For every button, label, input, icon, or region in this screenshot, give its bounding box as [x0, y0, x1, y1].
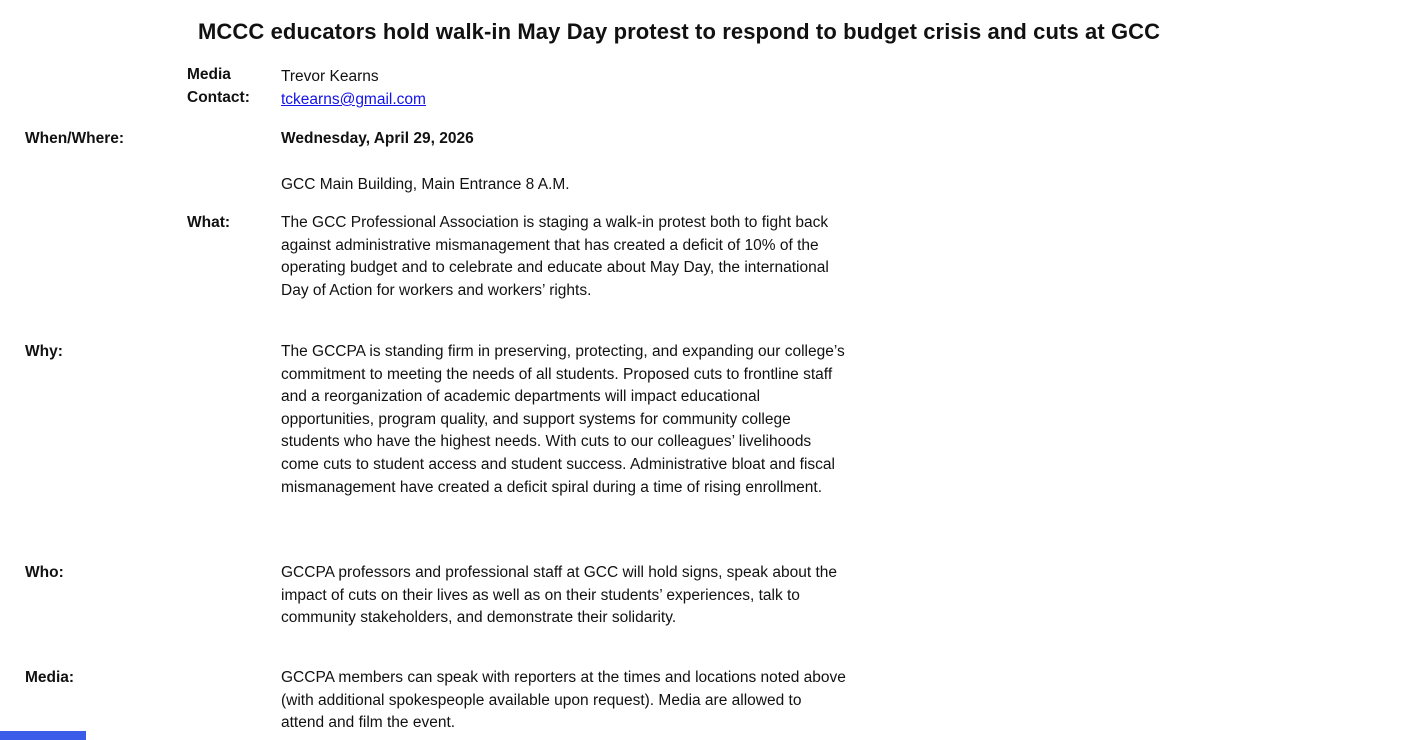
- partial-blue-element: [0, 731, 86, 740]
- when-where-date: Wednesday, April 29, 2026: [281, 130, 474, 147]
- why-text: The GCCPA is standing firm in preserving, protecting, and expanding our college’s commitment to meeting the needs of all students. Proposed cuts to frontline staff and a reorganization of academic departments will impact educational opportunities, program quality, and support systems for community college students who have the highest needs. With cuts to our colleagues’ livelihoods come cuts to student access and student success. Administrative bloat and fiscal mismanagement have created a deficit spiral during a time of rising enrollment.: [281, 343, 845, 496]
- when-where-label: When/Where:: [25, 130, 125, 147]
- media-contact-label: Media Contact:: [187, 66, 250, 106]
- what-label: What:: [187, 214, 231, 231]
- who-label: Who:: [25, 564, 64, 581]
- media-label: Media:: [25, 669, 75, 686]
- email-link[interactable]: tckearns@gmail.com: [281, 91, 426, 108]
- media-text: GCCPA members can speak with reporters at the times and locations noted above (with additional spokespeople available upon request). Media are allowed to attend and film the event.: [281, 669, 846, 732]
- who-text: GCCPA professors and professional staff at GCC will hold signs, speak about the impact of cuts on their lives as well as on their students’ experiences, talk to community stakeholders, and demonstrate their solidarity.: [281, 564, 837, 627]
- what-text: The GCC Professional Association is staging a walk-in protest both to fight back against administrative mismanagement that has created a deficit of 10% of the operating budget and to celebrate and educate about May Day, the international Day of Action for workers and workers’ rights.: [281, 214, 829, 299]
- why-label: Why:: [25, 343, 63, 360]
- when-where-location: GCC Main Building, Main Entrance 8 A.M.: [281, 176, 570, 193]
- page-title: MCCC educators hold walk-in May Day protest to respond to budget crisis and cuts at GCC: [198, 18, 1161, 44]
- media-contact-name: Trevor Kearns: [281, 68, 379, 85]
- media-contact-email-row: [281, 89, 426, 112]
